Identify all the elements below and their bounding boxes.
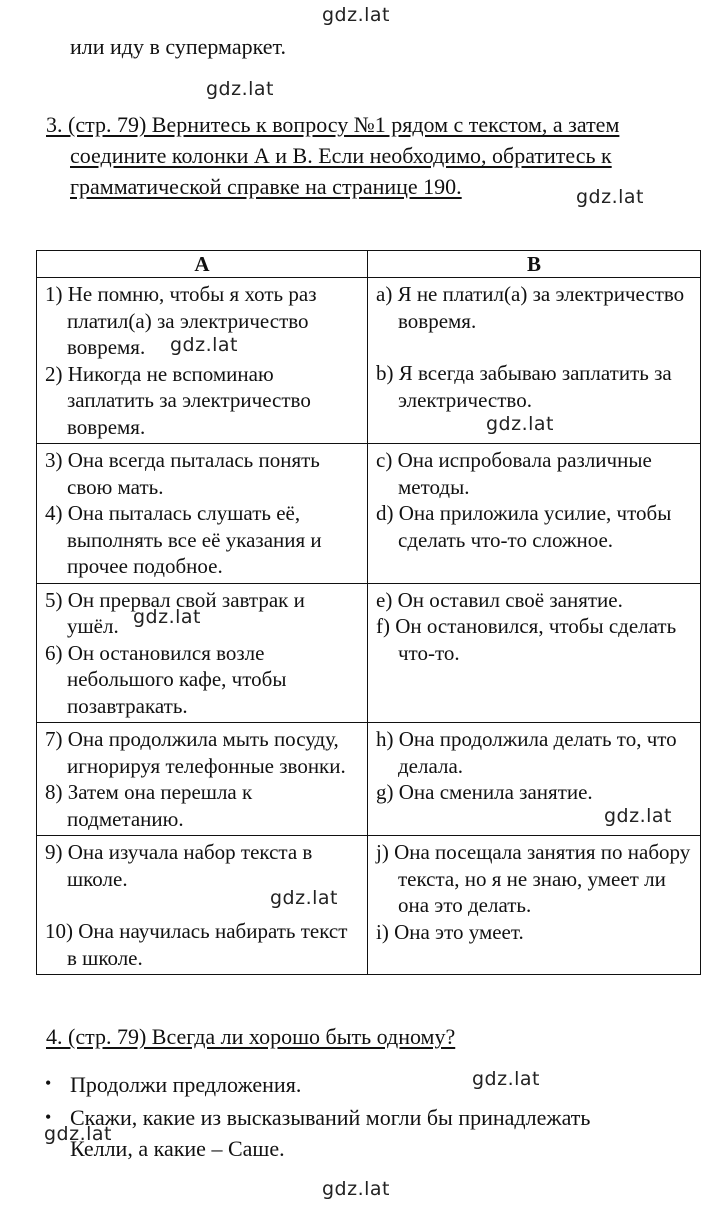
table-row — [37, 444, 701, 584]
watermark: gdz.lat — [322, 4, 391, 26]
column-a-cell — [37, 278, 368, 444]
sentence-b: a) Я не платил(а) за электричество вовремя. — [376, 282, 685, 333]
sentence-b: b) Я всегда забываю заплатить за электричество. — [376, 361, 672, 412]
sentence-a: 9) Она изучала набор текста в школе. — [45, 840, 313, 891]
bullet-item-continuation: Келли, а какие – Саше. — [70, 1136, 285, 1161]
sentence-b: h) Она продолжила делать то, что делала. — [376, 727, 677, 778]
sentence-a: 5) Он прервал свой завтрак и ушёл. — [45, 587, 305, 638]
column-b-cell — [368, 583, 701, 723]
watermark: gdz.lat — [576, 186, 645, 208]
task3-heading-line-1: 3. (стр. 79) Вернитесь к вопросу №1 рядом с текстом, а затем — [46, 112, 620, 137]
table-row — [37, 836, 701, 975]
sentence-a: 1) Не помню, чтобы я хоть раз платил(а) за электричество вовремя. — [45, 282, 317, 359]
watermark: gdz.lat — [486, 413, 555, 435]
sentence-b: j) Она посещала занятия по набору текста, но я не знаю, умеет ли она это делать. — [376, 840, 691, 917]
watermark: gdz.lat — [270, 887, 339, 909]
bullet-item: Продолжи предложения. — [70, 1072, 302, 1097]
sentence-a: 6) Он остановился возле небольшого кафе, чтобы позавтракать. — [45, 640, 287, 718]
sentence-b: d) Она приложила усилие, чтобы сделать что-то сложное. — [376, 501, 672, 552]
sentence-b: i) Она это умеет. — [376, 919, 524, 944]
sentence-b: g) Она сменила занятие. — [376, 780, 593, 804]
bullet-icon: • — [45, 1107, 52, 1127]
table-row — [37, 278, 701, 444]
table-row — [37, 583, 701, 723]
column-b-cell — [368, 444, 701, 584]
task3-heading-line-3: грамматической справке на странице 190. — [70, 174, 462, 199]
bullet-icon: • — [45, 1073, 52, 1093]
table-row — [37, 723, 701, 836]
sentence-a: 10) Она научилась набирать текст в школе. — [45, 919, 348, 970]
sentence-a: 2) Никогда не вспоминаю заплатить за электричество вовремя. — [45, 361, 311, 439]
column-b-cell — [368, 836, 701, 975]
sentence-b: e) Он оставил своё занятие. — [376, 587, 623, 612]
watermark: gdz.lat — [322, 1178, 391, 1200]
watermark: gdz.lat — [44, 1123, 113, 1145]
column-a-cell — [37, 723, 368, 836]
watermark: gdz.lat — [472, 1068, 541, 1090]
watermark: gdz.lat — [206, 78, 275, 100]
task3-heading-line-2: соедините колонки А и В. Если необходимо, обратитесь к — [70, 143, 612, 168]
column-b-header: B — [368, 251, 701, 278]
watermark: gdz.lat — [604, 805, 673, 827]
watermark: gdz.lat — [170, 334, 239, 356]
bullet-item: Скажи, какие из высказываний могли бы принадлежать — [70, 1105, 591, 1130]
column-a-cell — [37, 583, 368, 723]
sentence-a: 3) Она всегда пыталась понять свою мать. — [45, 448, 320, 499]
sentence-b: f) Он остановился, чтобы сделать что-то. — [376, 614, 677, 665]
task4-heading: 4. (стр. 79) Всегда ли хорошо быть одному? — [46, 1024, 456, 1049]
sentence-a: 7) Она продолжила мыть посуду, игнорируя телефонные звонки. — [45, 727, 346, 778]
watermark: gdz.lat — [133, 606, 202, 628]
sentence-b: c) Она испробовала различные методы. — [376, 448, 652, 499]
sentence-a: 8) Затем она перешла к подметанию. — [45, 780, 253, 831]
table-header-row — [37, 251, 701, 278]
sentence-a: 4) Она пыталась слушать её, выполнять все её указания и прочее подобное. — [45, 501, 322, 578]
intro-line: или иду в супермаркет. — [70, 34, 286, 59]
column-a-cell — [37, 444, 368, 584]
column-a-header: A — [37, 251, 368, 278]
